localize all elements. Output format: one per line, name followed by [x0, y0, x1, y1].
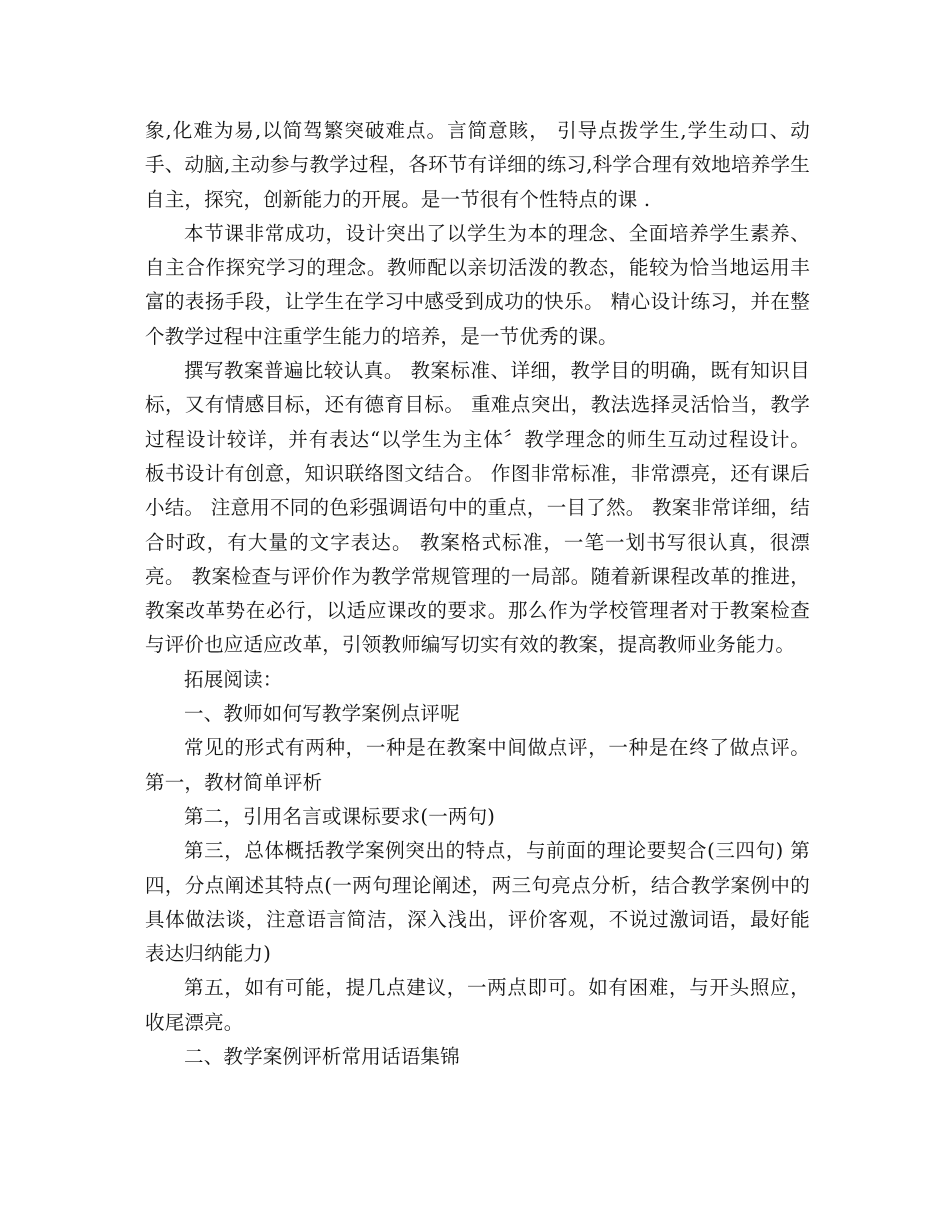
paragraph-third-fourth-point: 第三，总体概括教学案例突出的特点，与前面的理论要契合(三四句) 第四，分点阐述其特点(一两句理论阐述，两三句亮点分析，结合教学案例中的具体做法谈，注意语言简洁，深入浅出，评价客观，不说过激词语，最好能表达归纳能力) — [145, 839, 810, 966]
paragraph-first-point: 常见的形式有两种，一种是在教案中间做点评，一种是在终了做点评。 第一，教材简单评析 — [145, 736, 810, 794]
heading-phrase-collection: 二、教学案例评析常用话语集锦 — [184, 1045, 460, 1069]
heading-case-commentary: 一、教师如何写教学案例点评呢 — [184, 702, 460, 726]
paragraph-second-point: 第二，引用名言或课标要求(一两句) — [184, 804, 496, 828]
paragraph-lesson-success: 本节课非常成功，设计突出了以学生为本的理念、全面培养学生素养、自主合作探究学习的理念。教师配以亲切活泼的教态，能较为恰当地运用丰富的表扬手段，让学生在学习中感受到成功的快乐。 精心设计练习，并在整个教学过程中注重学生能力的培养，是一节优秀的课。 — [145, 221, 810, 348]
paragraph-continuation: 象,化难为易,以简驾繁突破难点。言简意賅， 引导点拨学生,学生动口、动手、动脑,主动参与教学过程，各环节有详细的练习,科学合理有效地培养学生自主，探究，创新能力的开展。是一节很有个性特点的课 . — [145, 119, 810, 211]
paragraph-lesson-plan-review: 撰写教案普遍比较认真。 教案标准、详细，教学目的明确，既有知识目标，又有情感目标，还有德育目标。 重难点突出，教法选择灵活恰当，教学过程设计较详，并有表达“以学生为主体〞教学理念的师生互动过程设计。 板书设计有创意，知识联络图文结合。 作图非常标准，非常漂亮，还有课后小结。 注意用不同的色彩强调语句中的重点，一目了然。 教案非常详细，结合时政，有大量的文字表达。 教案格式标准，一笔一划书写很认真，很漂亮。 教案检查与评价作为教学常规管理的一局部。随着新课程改革的推进，教案改革势在必行，以适应课改的要求。那么作为学校管理者对于教案检查与评价也应适应改革，引领教师编写切实有效的教案，提高教师业务能力。 — [145, 359, 810, 657]
paragraph-fifth-point: 第五，如有可能，提几点建议，一两点即可。如有困难，与开头照应，收尾漂亮。 — [145, 976, 810, 1034]
paragraph-extended-reading: 拓展阅读： — [184, 667, 283, 691]
